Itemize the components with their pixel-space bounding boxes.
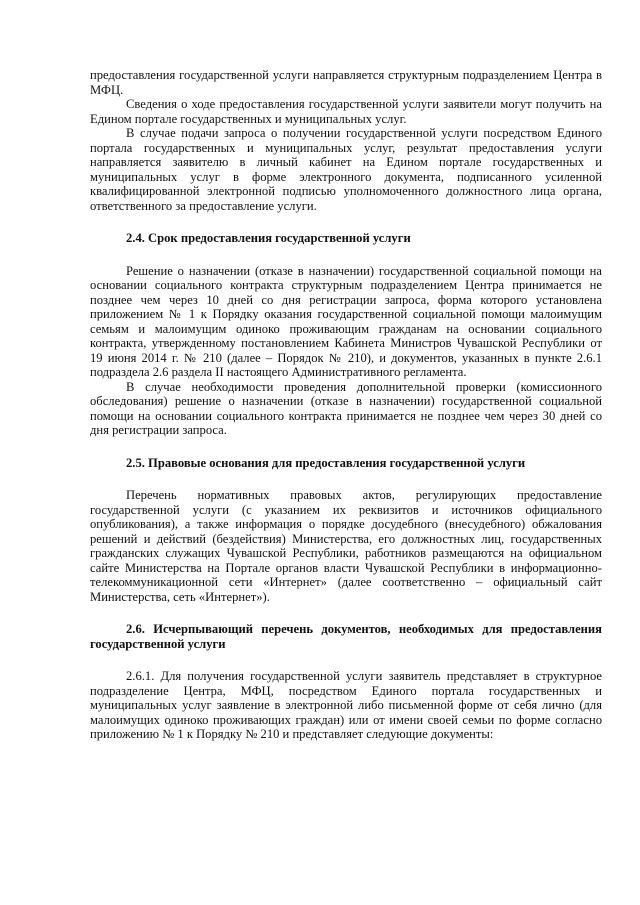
spacer xyxy=(90,470,602,488)
paragraph-continuation: предоставления государственной услуги направляется структурным подразделением Центра в МФЦ. xyxy=(90,68,602,97)
section-heading-2-6: 2.6. Исчерпывающий перечень документов, необходимых для предоставления государственной услуги xyxy=(90,622,602,651)
spacer xyxy=(90,438,602,456)
paragraph-status-info: Сведения о ходе предоставления государственной услуги заявители могут получить на Едином портале государственных и муниципальных услуг. xyxy=(90,97,602,126)
spacer xyxy=(90,246,602,264)
section-heading-2-5: 2.5. Правовые основания для предоставления государственной услуги xyxy=(126,455,526,470)
paragraph-documents-list-intro: 2.6.1. Для получения государственной услуги заявитель представляет в структурное подразделение Центра, МФЦ, посредством Единого портала государственных и муниципальных услуг заявление в электронной либо письменной форме от себя лично (для малоимущих одиноко проживающих граждан) или от имени своей семьи по форме согласно приложению № 1 к Порядку № 210 и представляет следующие документы: xyxy=(90,669,602,741)
paragraph-legal-basis: Перечень нормативных правовых актов, регулирующих предоставление государственной услуги (с указанием их реквизитов и источников официального опубликования), а также информация о порядке досудебного (внесудебного) обжалования решений и действий (бездействия) Министерства, его должностных лиц, государственных гражданских служащих Чувашской Республики, работников размещаются на официальном сайте Министерства на Портале органов власти Чувашской Республики в информационно-телекоммуникационной сети «Интернет» (далее соответственно – официальный сайт Министерства, сеть «Интернет»). xyxy=(90,488,602,604)
spacer xyxy=(90,604,602,622)
paragraph-deadline-10-days: Решение о назначении (отказе в назначении) государственной социальной помощи на основании социального контракта структурным подразделением Центра принимается не позднее чем через 10 дней со дня регистрации запроса, форма которого установлена приложением № 1 к Порядку оказания государственной социальной помощи малоимущим семьям и малоимущим одиноко проживающим гражданам на основании социального контракта, утвержденному постановлением Кабинета Министров Чувашской Республики от 19 июня 2014 г. № 210 (далее – Порядок № 210), и документов, указанных в пункте 2.6.1 подраздела 2.6 раздела II настоящего Административного регламента. xyxy=(90,263,602,379)
paragraph-deadline-30-days: В случае необходимости проведения дополнительной проверки (комиссионного обследования) решение о назначении (отказе в назначении) государственной социальной помощи на основании социального контракта принимается не позднее чем через 30 дней со дня регистрации запроса. xyxy=(90,379,602,437)
section-heading-2-4: 2.4. Срок предоставления государственной услуги xyxy=(126,231,411,245)
spacer xyxy=(90,651,602,669)
paragraph-portal-result: В случае подачи запроса о получении государственной услуги посредством Единого портала государственных и муниципальных услуг, результат предоставления услуги направляется заявителю в личный кабинет на Едином портале государственных и муниципальных услуг в форме электронного документа, подписанного усиленной квалифицированной электронной подписью уполномоченного должностного лица органа, ответственного за предоставление услуги. xyxy=(90,126,602,213)
spacer xyxy=(90,213,602,231)
